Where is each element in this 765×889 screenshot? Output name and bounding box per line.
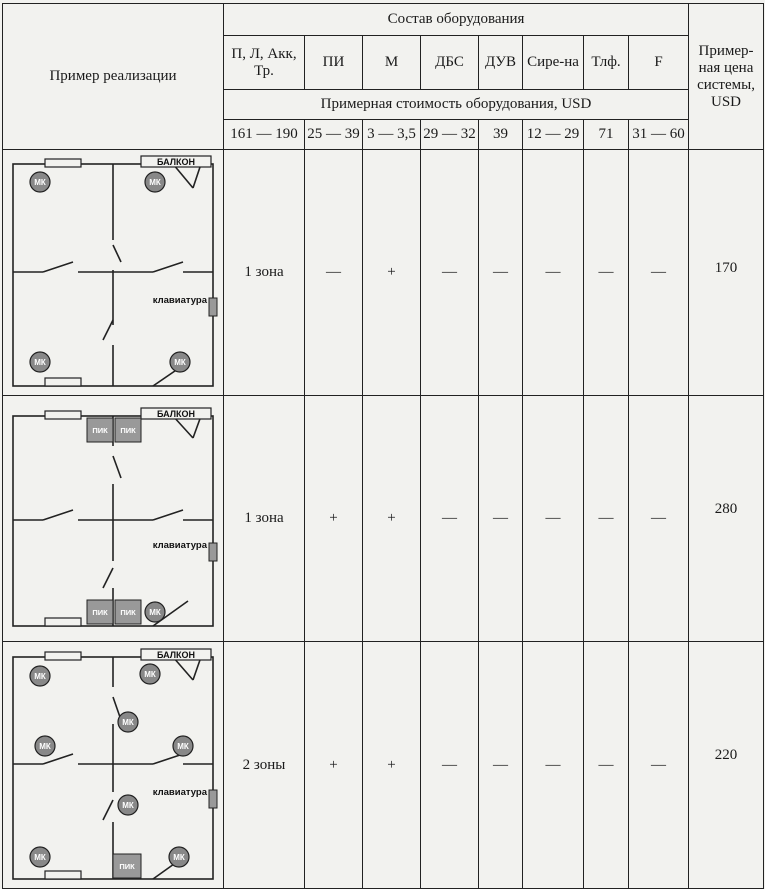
pi-cell: + (305, 396, 363, 642)
m-cell: + (363, 396, 421, 642)
pik-sensor-icon (113, 854, 141, 878)
mk-sensor-icon (30, 666, 50, 686)
keypad-label: клавиатура (152, 787, 207, 798)
mk-sensor-icon (170, 352, 190, 372)
col-header: ДУВ (479, 36, 523, 90)
cost-cell: 25 — 39 (305, 120, 363, 150)
svg-text:МК: МК (34, 358, 46, 367)
price-cell: 220 (689, 642, 764, 889)
pik-sensor-icon (87, 418, 113, 442)
price-cell: 280 (689, 396, 764, 642)
svg-text:МК: МК (174, 358, 186, 367)
floor-plan-3-drawing (3, 642, 224, 888)
mk-sensor-icon (118, 712, 138, 732)
f-cell: — (629, 642, 689, 889)
col-header: ДБС (421, 36, 479, 90)
f-cell: — (629, 396, 689, 642)
window-icon (45, 411, 81, 419)
balcony-label: БАЛКОН (156, 650, 196, 660)
col-header: Сире-на (523, 36, 584, 90)
siren-cell: — (523, 642, 584, 889)
keypad-label: клавиатура (152, 295, 207, 306)
window-icon (45, 871, 81, 879)
duv-cell: — (479, 150, 523, 396)
dbs-cell: — (421, 642, 479, 889)
dbs-cell: — (421, 396, 479, 642)
zones-cell: 1 зона (224, 150, 305, 396)
equipment-table (2, 3, 764, 889)
floor-plan-2-drawing (3, 396, 224, 641)
cost-cell: 161 — 190 (224, 120, 305, 150)
svg-text:МК: МК (34, 853, 46, 862)
col-header: М (363, 36, 421, 90)
floor-plan-3 (3, 642, 224, 889)
table-row (3, 396, 764, 642)
svg-text:ПИК: ПИК (120, 426, 136, 435)
m-cell: + (363, 642, 421, 889)
window-icon (45, 618, 81, 626)
svg-text:МК: МК (149, 608, 161, 617)
keypad-icon (209, 543, 217, 561)
pik-sensor-icon (87, 600, 113, 624)
m-cell: + (363, 150, 421, 396)
pi-cell: — (305, 150, 363, 396)
floor-plan-2 (3, 396, 224, 642)
pik-sensor-icon (115, 418, 141, 442)
floor-plan-1 (3, 150, 224, 396)
cost-cell: 29 — 32 (421, 120, 479, 150)
dbs-cell: — (421, 150, 479, 396)
mk-sensor-icon (169, 847, 189, 867)
tlf-cell: — (584, 396, 629, 642)
pik-sensor-icon (115, 600, 141, 624)
mk-sensor-icon (145, 172, 165, 192)
window-icon (45, 378, 81, 386)
cost-cell: 12 — 29 (523, 120, 584, 150)
mk-sensor-icon (30, 172, 50, 192)
price-cell: 170 (689, 150, 764, 396)
keypad-icon (209, 790, 217, 808)
zones-cell: 2 зоны (224, 642, 305, 889)
col-header: Тлф. (584, 36, 629, 90)
window-icon (45, 652, 81, 660)
svg-text:МК: МК (39, 742, 51, 751)
mk-sensor-icon (140, 664, 160, 684)
mk-sensor-icon (118, 795, 138, 815)
svg-text:ПИК: ПИК (119, 862, 135, 871)
siren-cell: — (523, 396, 584, 642)
price-header: Пример-ная цена системы, USD (689, 4, 764, 150)
svg-text:МК: МК (122, 718, 134, 727)
balcony-label: БАЛКОН (156, 157, 196, 167)
tlf-cell: — (584, 150, 629, 396)
siren-cell: — (523, 150, 584, 396)
svg-text:ПИК: ПИК (92, 608, 108, 617)
col-header: F (629, 36, 689, 90)
mk-sensor-icon (145, 602, 165, 622)
svg-text:МК: МК (34, 672, 46, 681)
mk-sensor-icon (173, 736, 193, 756)
zones-cell: 1 зона (224, 396, 305, 642)
keypad-icon (209, 298, 217, 316)
duv-cell: — (479, 396, 523, 642)
svg-text:ПИК: ПИК (120, 608, 136, 617)
mk-sensor-icon (30, 847, 50, 867)
duv-cell: — (479, 642, 523, 889)
composition-header: Состав оборудования (224, 4, 689, 36)
svg-text:МК: МК (173, 853, 185, 862)
f-cell: — (629, 150, 689, 396)
svg-text:МК: МК (144, 670, 156, 679)
pi-cell: + (305, 642, 363, 889)
svg-text:МК: МК (122, 801, 134, 810)
svg-text:ПИК: ПИК (92, 426, 108, 435)
balcony-label: БАЛКОН (156, 409, 196, 419)
mk-sensor-icon (30, 352, 50, 372)
svg-text:МК: МК (149, 178, 161, 187)
svg-text:МК: МК (34, 178, 46, 187)
col-header: ПИ (305, 36, 363, 90)
col-header: П, Л, Акк, Тр. (224, 36, 305, 90)
svg-text:МК: МК (177, 742, 189, 751)
cost-cell: 39 (479, 120, 523, 150)
cost-cell: 3 — 3,5 (363, 120, 421, 150)
floor-plan-1-drawing (3, 150, 224, 395)
tlf-cell: — (584, 642, 629, 889)
cost-cell: 31 — 60 (629, 120, 689, 150)
table-row (3, 150, 764, 396)
keypad-label: клавиатура (152, 540, 207, 551)
table-row (3, 642, 764, 889)
mk-sensor-icon (35, 736, 55, 756)
cost-header: Примерная стоимость оборудования, USD (224, 90, 689, 120)
example-header: Пример реализации (3, 4, 224, 150)
cost-cell: 71 (584, 120, 629, 150)
window-icon (45, 159, 81, 167)
